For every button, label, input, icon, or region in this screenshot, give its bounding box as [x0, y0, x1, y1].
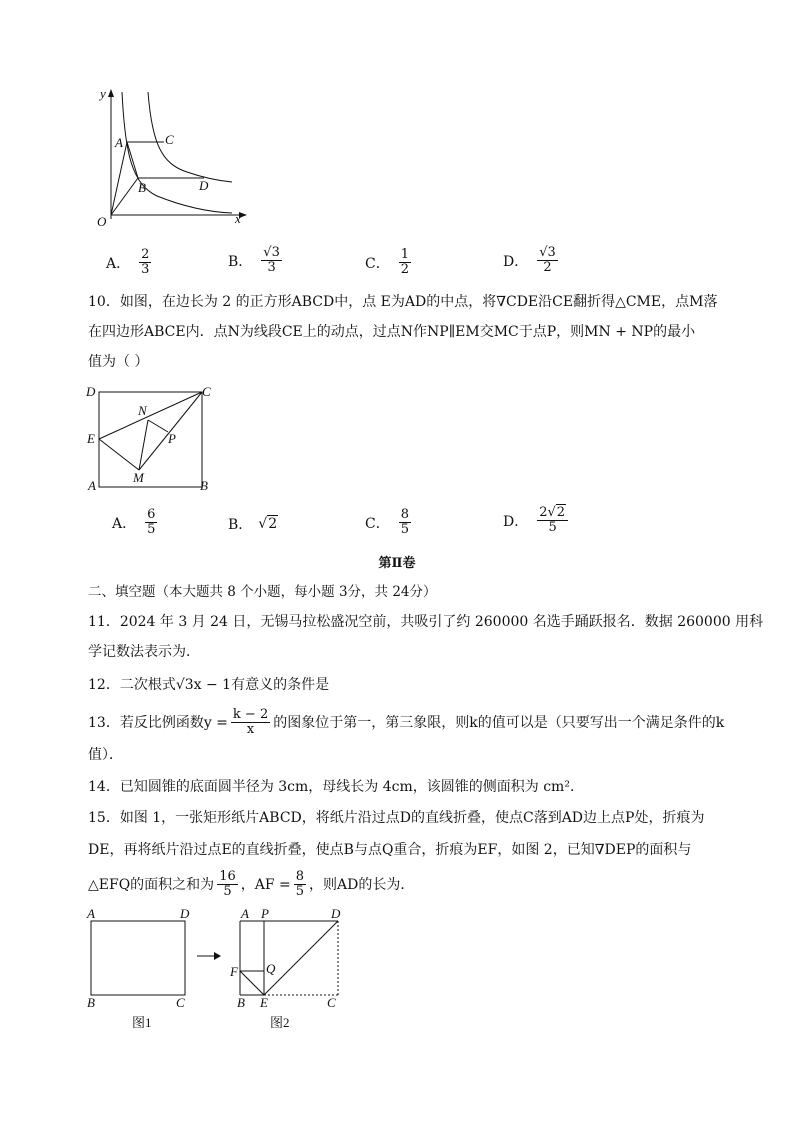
q11-text-line2: 学记数法表示为．: [88, 644, 200, 660]
q9-label-b: B: [138, 180, 146, 195]
q10-figure: [84, 382, 224, 498]
q10-label-n: N: [138, 403, 147, 418]
q9-option-c: C． $\frac{1}{2}$: [365, 247, 409, 277]
q9-figure: [92, 84, 252, 234]
fig1-caption: 图1: [132, 1015, 152, 1030]
q13-fraction: $\frac{k - 2}{x}$: [232, 707, 269, 737]
q15-text-line3: △EFQ的面积之和为 $\frac{16}{5}$ ，AF = $\frac{8}{5}$ ，则AD的长为．: [88, 869, 415, 899]
q10-option-a: A． $\frac{6}{5}$: [112, 507, 156, 537]
q10-label-e: E: [87, 431, 95, 446]
q10-text-line3: 值为（ ）: [88, 354, 149, 370]
volume-heading: 第Ⅱ卷: [378, 556, 416, 571]
q10-label-a: A: [88, 478, 96, 493]
q9-label-x: x: [235, 211, 241, 226]
q14-text: 14．已知圆锥的底面圆半径为 3cm，母线长为 4cm，该圆锥的侧面积为 cm²．: [88, 779, 584, 795]
q9-label-c: C: [165, 132, 174, 147]
q10-label-c: C: [202, 384, 211, 399]
fig2-label-e: E: [260, 995, 268, 1010]
q9-option-a: A． $\frac{2}{3}$: [106, 247, 150, 277]
fig1-label-c: C: [176, 995, 185, 1010]
q9-label-o: O: [97, 214, 107, 229]
arrow-icon: [196, 950, 222, 962]
q12-text: 12．二次根式√3x − 1有意义的条件是: [88, 677, 330, 693]
fig2-label-f: F: [230, 964, 238, 979]
q10-label-d: D: [86, 384, 96, 399]
fig1-label-d: D: [180, 906, 190, 921]
q10-text-line1: 10．如图，在边长为 2 的正方形ABCD中，点 E为AD的中点，将∇CDE沿CE翻折得△CME，点M落: [88, 294, 718, 310]
fig2-label-a: A: [241, 906, 249, 921]
q9-label-a: A: [115, 135, 123, 150]
q9-option-d: D． $\frac{√3}{2}$: [503, 245, 556, 275]
q13-text-line1: [88, 708, 724, 737]
q10-option-d: D． $\frac{2√2}{5}$: [503, 506, 571, 535]
fig2-label-q: Q: [266, 961, 276, 976]
q15-text-line1: 15．如图 1，一张矩形纸片ABCD，将纸片沿过点D的直线折叠，使点C落到AD边上点P处，折痕为: [88, 810, 705, 826]
q15-figure-2: [228, 905, 348, 1035]
fig2-label-c: C: [327, 995, 336, 1010]
q11-text-line1: 11．2024 年 3 月 24 日，无锡马拉松盛况空前，共吸引了约 260000 名选手踊跃报名．数据 260000 用科: [88, 614, 764, 630]
q10-option-c: C． $\frac{8}{5}$: [365, 507, 409, 537]
fig1-label-b: B: [87, 995, 95, 1010]
q13-suffix: 的图象位于第一，第三象限，则k的值可以是（只要写出一个满足条件的k: [273, 714, 725, 731]
q9-label-y: y: [100, 86, 106, 101]
fig2-caption: 图2: [270, 1015, 290, 1030]
q9-label-d: D: [199, 178, 209, 193]
section-title: 二、填空题（本大题共 8 个小题，每小题 3分，共 24分）: [88, 584, 437, 600]
fig2-label-b: B: [237, 995, 245, 1010]
q9-option-b: B． $\frac{√3}{3}$: [228, 245, 280, 275]
fig2-label-d: D: [331, 906, 341, 921]
q10-label-b: B: [200, 478, 208, 493]
fig2-label-p: P: [261, 906, 269, 921]
q15-figure-1: [84, 905, 194, 1035]
q13-prefix: 13．若反比例函数y =: [88, 714, 228, 731]
q10-label-p: P: [168, 431, 176, 446]
q10-text-line2: 在四边形ABCE内．点N为线段CE上的动点，过点N作NP∥EM交MC于点P，则MN + NP的最小: [88, 324, 696, 340]
fig1-label-a: A: [87, 906, 95, 921]
q10-option-b: B． √2: [228, 516, 278, 533]
q10-label-m: M: [133, 470, 144, 485]
q13-text-line2: 值）．: [88, 747, 123, 763]
q15-text-line2: DE，再将纸片沿过点E的直线折叠，使点B与点Q重合，折痕为EF，如图 2，已知∇DEP的面积与: [88, 842, 692, 858]
